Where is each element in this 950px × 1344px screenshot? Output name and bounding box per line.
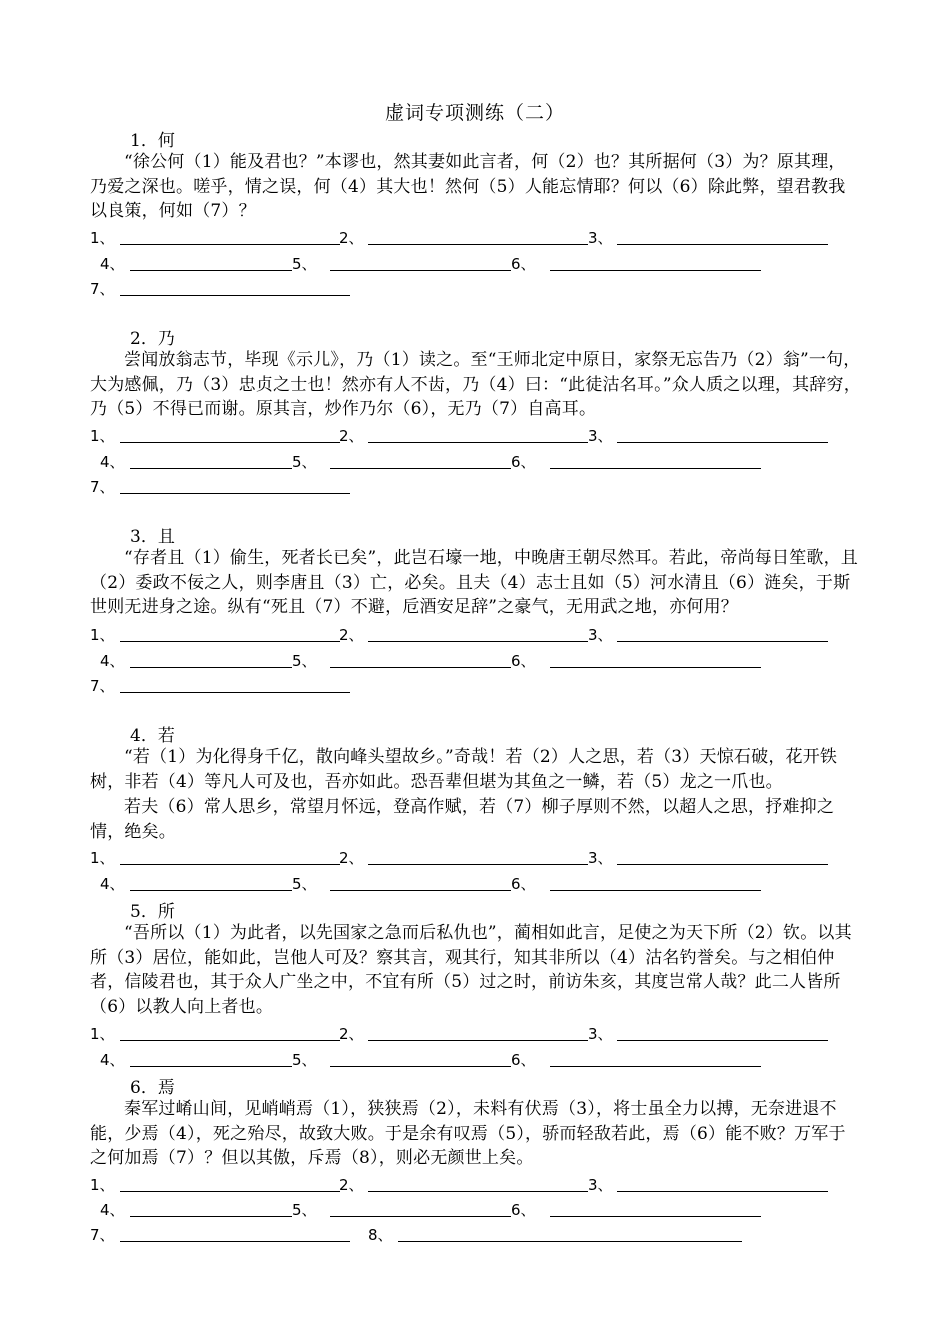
answer-blank-4[interactable] [130,890,292,891]
answer-label-1: 1、 [90,1025,115,1043]
answer-row [90,675,870,699]
section-heading-1: 1．何 [130,131,175,151]
section-heading-4: 4．若 [130,726,175,746]
answer-row [90,278,870,302]
answer-blank-6[interactable] [550,890,761,891]
answer-blank-2[interactable] [368,442,588,443]
answer-blank-2[interactable] [368,641,588,642]
answer-blank-7[interactable] [120,493,350,494]
answer-row [90,227,870,251]
answer-blank-1[interactable] [120,244,340,245]
answer-row [90,1023,870,1047]
answer-blank-7[interactable] [120,1241,350,1242]
answer-blank-2[interactable] [368,1040,588,1041]
answer-label-5: 5、 [292,453,317,471]
answer-row [90,451,870,475]
section-paragraph-4a: “若（1）为化得身千亿，散向峰头望故乡。”奇哉！若（2）人之思，若（3）天惊石破，花开铁树，非若（4）等凡人可及也，吾亦如此。恐吾辈但堪为其鱼之一鳞，若（5）龙之一爪也。 [90,747,838,792]
answer-label-2: 2、 [339,427,364,445]
section-paragraph-1: “徐公何（1）能及君也？”本谬也，然其妻如此言者，何（2）也？其所据何（3）为？原其理，乃爱之深也。嗟乎，情之误，何（4）其大也！然何（5）人能忘情耶？何以（6）除此弊，望君教我以良策，何如（7）？ [90,152,846,221]
answer-row [90,847,870,871]
answer-label-4: 4、 [100,1201,125,1219]
answer-row [90,624,870,648]
answer-label-7: 7、 [90,478,115,496]
answer-blank-7[interactable] [120,692,350,693]
answer-label-2: 2、 [339,1176,364,1194]
answer-row [90,873,870,897]
answer-row [90,476,870,500]
answer-blank-3[interactable] [617,244,828,245]
answer-label-1: 1、 [90,849,115,867]
answer-blank-2[interactable] [368,864,588,865]
answer-row [90,1049,870,1073]
answer-blank-4[interactable] [130,667,292,668]
answer-blank-7[interactable] [120,295,350,296]
answer-label-6: 6、 [511,255,536,273]
answer-label-1: 1、 [90,1176,115,1194]
answer-row [90,1224,870,1248]
section-paragraph-5: “吾所以（1）为此者，以先国家之急而后私仇也”，蔺相如此言，足使之为天下所（2）钦。以其所（3）居位，能如此，岂他人可及？察其言，观其行，知其非所以（4）沽名钓誉矣。与之相伯仲者，信陵君也，其于众人广坐之中，不宜有所（5）过之时，前访朱亥，其度岂常人哉？此二人皆所（6）以教人向上者也。 [90,923,852,1017]
answer-label-3: 3、 [588,849,613,867]
answer-label-1: 1、 [90,626,115,644]
answer-blank-1[interactable] [120,1040,340,1041]
answer-label-1: 1、 [90,229,115,247]
answer-label-4: 4、 [100,453,125,471]
answer-blank-3[interactable] [617,641,828,642]
answer-label-5: 5、 [292,875,317,893]
answer-blank-2[interactable] [368,244,588,245]
answer-label-2: 2、 [339,849,364,867]
answer-label-4: 4、 [100,1051,125,1069]
answer-label-4: 4、 [100,875,125,893]
answer-blank-3[interactable] [617,1040,828,1041]
answer-label-6: 6、 [511,875,536,893]
answer-label-3: 3、 [588,1176,613,1194]
section-heading-6: 6．焉 [130,1078,175,1098]
answer-label-6: 6、 [511,652,536,670]
answer-blank-1[interactable] [120,1191,340,1192]
answer-blank-1[interactable] [120,864,340,865]
answer-label-6: 6、 [511,1051,536,1069]
answer-row [90,1199,870,1223]
answer-label-4: 4、 [100,652,125,670]
answer-row [90,425,870,449]
answer-label-5: 5、 [292,1201,317,1219]
answer-row [90,253,870,277]
answer-blank-5[interactable] [330,667,511,668]
answer-blank-5[interactable] [330,890,511,891]
answer-label-3: 3、 [588,626,613,644]
page-title: 虚词专项测练（二） [384,102,565,124]
section-paragraph-6: 秦军过崤山间，见峭峭焉（1），狭狭焉（2），未料有伏焉（3），将士虽全力以搏，无奈进退不能，少焉（4），死之殆尽，故致大败。于是余有叹焉（5），骄而轻敌若此，焉（6）能不败？万军于之何加焉（7）？但以其傲，斥焉（8），则必无颜世上矣。 [90,1099,846,1168]
answer-blank-4[interactable] [130,1216,292,1217]
answer-blank-1[interactable] [120,641,340,642]
answer-label-2: 2、 [339,1025,364,1043]
answer-label-2: 2、 [339,626,364,644]
answer-blank-6[interactable] [550,1216,761,1217]
answer-blank-4[interactable] [130,270,292,271]
answer-label-6: 6、 [511,453,536,471]
answer-blank-4[interactable] [130,1066,292,1067]
answer-blank-5[interactable] [330,270,511,271]
answer-blank-4[interactable] [130,468,292,469]
answer-blank-6[interactable] [550,667,761,668]
answer-blank-3[interactable] [617,864,828,865]
answer-blank-5[interactable] [330,468,511,469]
section-heading-2: 2．乃 [130,329,175,349]
answer-blank-6[interactable] [550,270,761,271]
section-paragraph-2: 尝闻放翁志节，毕现《示儿》，乃（1）读之。至“王师北定中原日，家祭无忘告乃（2）翁”一句，大为感佩，乃（3）忠贞之士也！然亦有人不齿，乃（4）曰：“此徒沽名耳。”众人质之以理，其辞穷，乃（5）不得已而谢。原其言，炒作乃尔（6），无乃（7）自高耳。 [90,350,861,419]
answer-blank-1[interactable] [120,442,340,443]
answer-label-2: 2、 [339,229,364,247]
answer-blank-8[interactable] [398,1241,742,1242]
answer-label-8: 8、 [368,1226,393,1244]
answer-blank-2[interactable] [368,1191,588,1192]
answer-label-3: 3、 [588,427,613,445]
answer-label-6: 6、 [511,1201,536,1219]
answer-label-7: 7、 [90,280,115,298]
section-heading-5: 5．所 [130,902,175,922]
answer-label-3: 3、 [588,229,613,247]
answer-blank-6[interactable] [550,1066,761,1067]
answer-row [90,1174,870,1198]
answer-label-5: 5、 [292,1051,317,1069]
section-paragraph-3: “存者且（1）偷生，死者长已矣”，此岂石壕一地，中晚唐王朝尽然耳。若此，帝尚每日笙歌，且（2）委政不佞之人，则李唐且（3）亡，必矣。且夫（4）志士且如（5）河水清且（6）涟矣，于斯世则无进身之途。纵有“死且（7）不避，卮酒安足辞”之豪气，无用武之地，亦何用？ [90,548,858,617]
answer-blank-6[interactable] [550,468,761,469]
section-paragraph-4b: 若夫（6）常人思乡，常望月怀远，登高作赋，若（7）柳子厚则不然，以超人之思，抒难抑之情，绝矣。 [90,797,835,842]
answer-blank-5[interactable] [330,1216,511,1217]
answer-blank-5[interactable] [330,1066,511,1067]
answer-label-7: 7、 [90,1226,115,1244]
answer-label-7: 7、 [90,677,115,695]
answer-row [90,650,870,674]
section-heading-3: 3．且 [130,527,175,547]
answer-label-4: 4、 [100,255,125,273]
answer-label-3: 3、 [588,1025,613,1043]
answer-label-1: 1、 [90,427,115,445]
answer-label-5: 5、 [292,255,317,273]
answer-label-5: 5、 [292,652,317,670]
answer-blank-3[interactable] [617,1191,828,1192]
answer-blank-3[interactable] [617,442,828,443]
